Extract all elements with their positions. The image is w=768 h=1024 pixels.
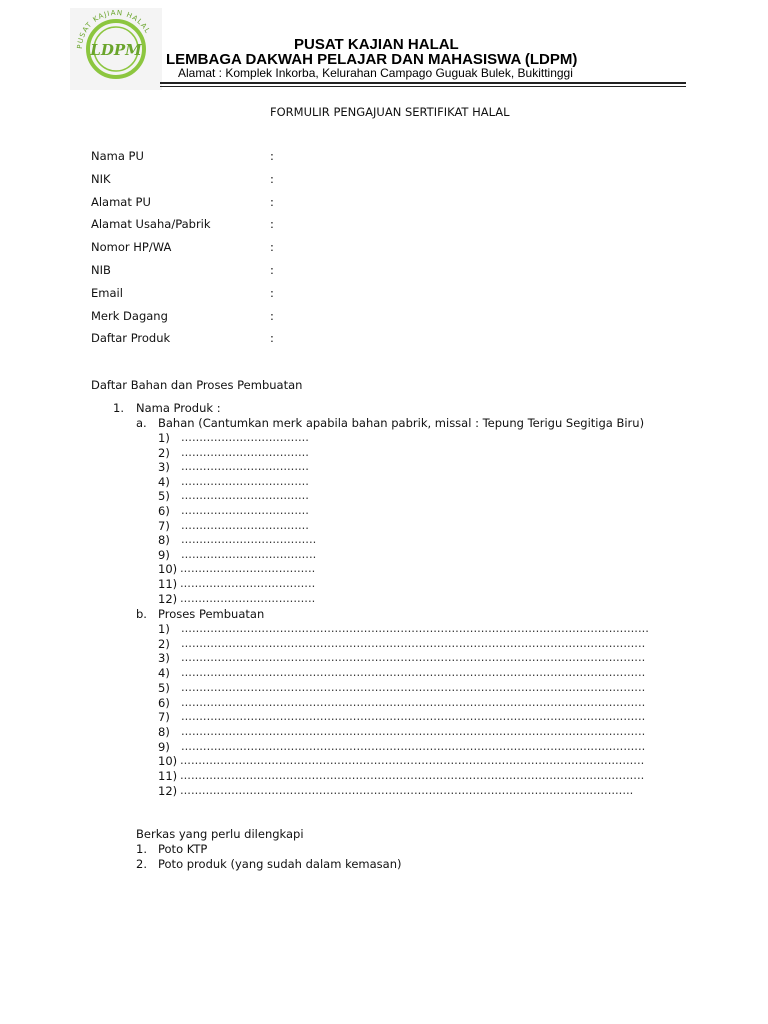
attachment-number: 2. — [136, 857, 147, 871]
proses-letter: b. — [136, 607, 147, 621]
bahan-item-blank: ..................................... — [180, 576, 316, 590]
product-name-label: Nama Produk : — [136, 401, 221, 415]
bahan-item-number: 1) — [158, 431, 170, 445]
logo-text: LDPM — [90, 41, 142, 59]
proses-item-blank: ............................................................................................................................... — [181, 694, 646, 709]
bahan-item-number: 11) — [158, 577, 178, 591]
proses-item-blank: ............................................................................................................................... — [181, 665, 646, 680]
proses-item-number: 9) — [158, 739, 170, 754]
field-label: Daftar Produk — [91, 331, 171, 346]
proses-item-number: 12) — [158, 783, 178, 798]
proses-item-number: 3) — [158, 651, 170, 666]
bahan-letter: a. — [136, 416, 147, 430]
proses-item-number: 6) — [158, 695, 170, 710]
proses-item-number: 10) — [158, 754, 178, 769]
field-separator: : — [270, 217, 274, 232]
field-label: NIK — [91, 171, 111, 186]
product-number: 1. — [113, 401, 124, 415]
field-separator: : — [270, 149, 274, 163]
proses-item-blank: ............................................................................................................................... — [181, 709, 646, 724]
bahan-item-blank: ................................... — [181, 473, 309, 488]
header-divider-thick — [160, 82, 686, 84]
bahan-item-blank: ..................................... — [181, 532, 317, 547]
proses-item-number: 2) — [158, 636, 170, 651]
proses-item-number: 4) — [158, 666, 170, 681]
bahan-item-number: 2) — [158, 445, 170, 460]
header-title-2: LEMBAGA DAKWAH PELAJAR DAN MAHASISWA (LDPM) — [166, 51, 578, 68]
proses-item-blank: ............................................................................................................................... — [181, 650, 646, 665]
field-separator: : — [270, 171, 274, 186]
header-divider-thin — [160, 86, 686, 87]
bahan-item-number: 3) — [158, 460, 170, 475]
proses-item-blank: ............................................................................................................................... — [181, 738, 646, 753]
proses-item-number: 8) — [158, 724, 170, 739]
bahan-item-blank: ................................... — [181, 444, 309, 459]
proses-item-blank: ............................................................................................................................... — [180, 768, 645, 782]
proses-item-blank: ................................................................................................................................ — [181, 621, 649, 635]
proses-item-number: 11) — [158, 769, 178, 783]
field-label: NIB — [91, 263, 111, 277]
field-label: Alamat PU — [91, 194, 151, 209]
proses-item-blank: ............................................................................................................................... — [181, 679, 646, 694]
field-label: Merk Dagang — [91, 308, 168, 323]
field-label: Nama PU — [91, 149, 144, 163]
bahan-item-number: 7) — [158, 518, 170, 533]
attachments-heading: Berkas yang perlu dilengkapi — [136, 827, 304, 841]
bahan-item-blank: ..................................... — [181, 546, 317, 561]
field-separator: : — [270, 331, 274, 346]
attachment-number: 1. — [136, 842, 147, 856]
materials-heading: Daftar Bahan dan Proses Pembuatan — [91, 378, 303, 392]
proses-item-blank: ............................................................................................................................ — [180, 782, 634, 797]
header-title-1: PUSAT KAJIAN HALAL — [294, 36, 459, 53]
bahan-item-blank: ................................... — [181, 430, 309, 444]
proses-item-blank: ............................................................................................................................... — [181, 635, 646, 650]
proses-item-blank: ............................................................................................................................... — [180, 753, 645, 768]
ldpm-logo — [70, 8, 162, 90]
field-label: Email — [91, 285, 123, 300]
bahan-item-number: 8) — [158, 533, 170, 548]
bahan-item-number: 6) — [158, 504, 170, 518]
header-address: Alamat : Komplek Inkorba, Kelurahan Campago Guguak Bulek, Bukittinggi — [178, 66, 573, 80]
field-separator: : — [270, 240, 274, 255]
bahan-item-number: 5) — [158, 489, 170, 504]
field-separator: : — [270, 263, 274, 277]
attachment-label: Poto KTP — [158, 842, 208, 856]
bahan-item-number: 9) — [158, 547, 170, 562]
attachment-label: Poto produk (yang sudah dalam kemasan) — [158, 857, 402, 871]
proses-label: Proses Pembuatan — [158, 607, 265, 621]
bahan-item-number: 4) — [158, 474, 170, 489]
bahan-item-blank: ..................................... — [180, 590, 316, 605]
field-separator: : — [270, 308, 274, 323]
proses-item-number: 1) — [158, 622, 170, 636]
field-separator: : — [270, 285, 274, 300]
field-separator: : — [270, 194, 274, 209]
bahan-item-blank: ..................................... — [180, 561, 316, 576]
bahan-item-number: 12) — [158, 591, 178, 606]
proses-item-blank: ............................................................................................................................... — [181, 723, 646, 738]
bahan-item-blank: ................................... — [181, 503, 309, 517]
ldpm-logo-icon — [70, 8, 162, 90]
bahan-item-number: 10) — [158, 562, 178, 577]
field-label: Nomor HP/WA — [91, 240, 172, 255]
bahan-label: Bahan (Cantumkan merk apabila bahan pabrik, missal : Tepung Terigu Segitiga Biru) — [158, 416, 645, 430]
logo-ring-text: PUSAT KAJIAN HALAL — [75, 8, 152, 50]
bahan-item-blank: ................................... — [181, 488, 309, 503]
proses-item-number: 5) — [158, 680, 170, 695]
bahan-item-blank: ................................... — [181, 459, 309, 474]
bahan-item-blank: ................................... — [181, 517, 309, 532]
field-label: Alamat Usaha/Pabrik — [91, 217, 211, 232]
form-title: FORMULIR PENGAJUAN SERTIFIKAT HALAL — [270, 105, 510, 119]
proses-item-number: 7) — [158, 710, 170, 725]
